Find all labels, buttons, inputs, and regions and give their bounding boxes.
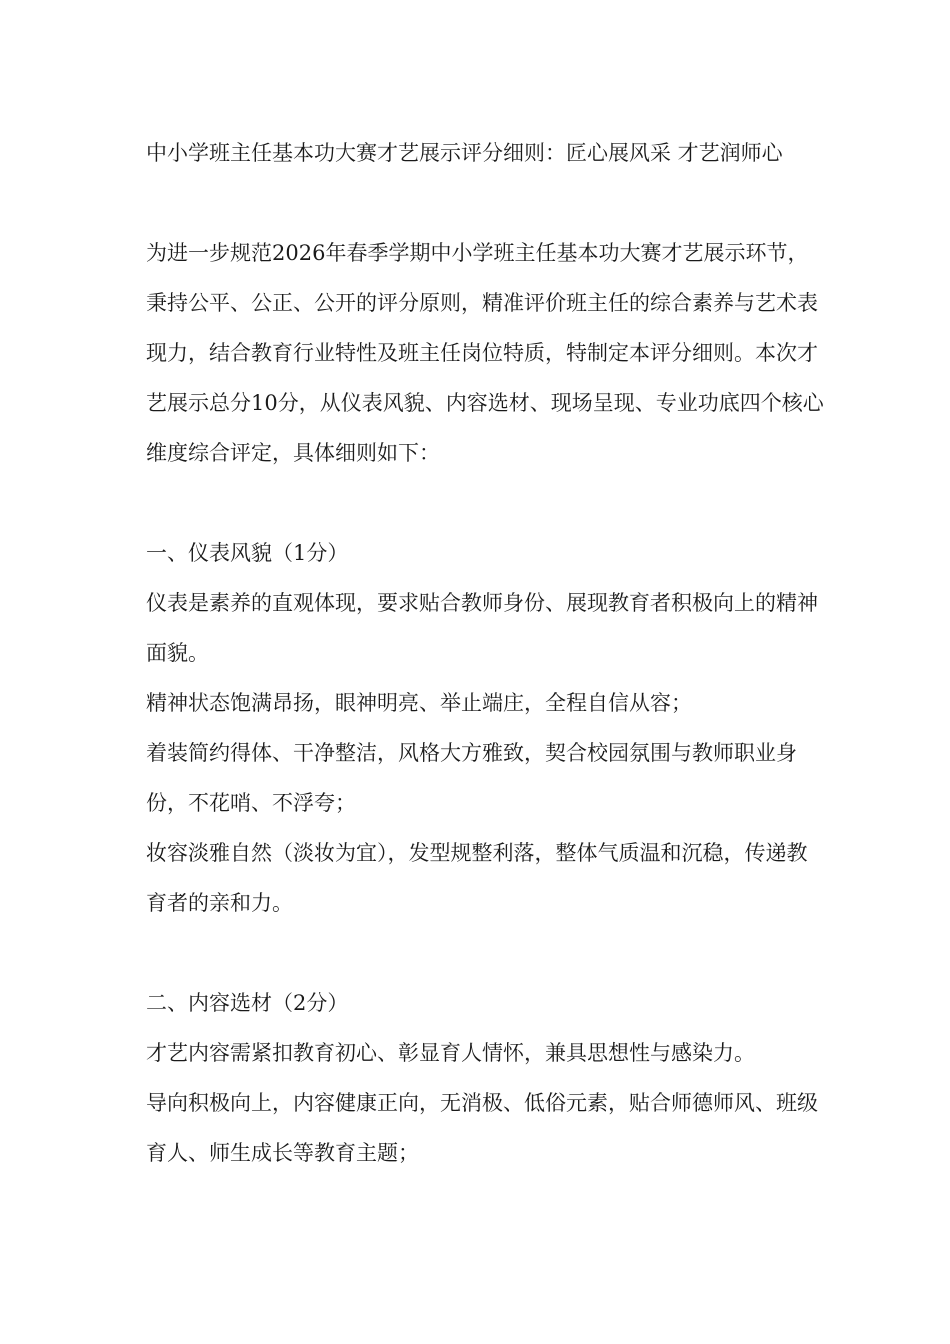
spacer: [146, 178, 826, 228]
document-body: [146, 128, 826, 1178]
section-paragraph: 精神状态饱满昂扬，眼神明亮、举止端庄，全程自信从容；: [146, 691, 692, 715]
document-title: 中小学班主任基本功大赛才艺展示评分细则：匠心展风采 才艺润师心: [146, 141, 783, 165]
spacer: [146, 478, 826, 528]
spacer: [146, 928, 826, 978]
section-heading: 二、内容选材（2分）: [146, 991, 349, 1015]
intro-paragraph: 为进一步规范2026年春季学期中小学班主任基本功大赛才艺展示环节，秉持公平、公正、公开的评分原则，精准评价班主任的综合素养与艺术表现力，结合教育行业特性及班主任岗位特质，特制定本评分细则。本次才艺展示总分10分，从仪表风貌、内容选材、现场呈现、专业功底四个核心维度综合评定，具体细则如下：: [146, 241, 824, 465]
section-paragraph: 才艺内容需紧扣教育初心、彰显育人情怀，兼具思想性与感染力。: [146, 1041, 755, 1065]
section-paragraph: 妆容淡雅自然（淡妆为宜），发型规整利落，整体气质温和沉稳，传递教育者的亲和力。: [146, 841, 808, 915]
section-paragraph: 导向积极向上，内容健康正向，无消极、低俗元素，贴合师德师风、班级育人、师生成长等教育主题；: [146, 1091, 818, 1165]
section-heading: 一、仪表风貌（1分）: [146, 541, 349, 565]
section-paragraph: 仪表是素养的直观体现，要求贴合教师身份、展现教育者积极向上的精神面貌。: [146, 591, 818, 665]
section-paragraph: 着装简约得体、干净整洁，风格大方雅致，契合校园氛围与教师职业身份，不花哨、不浮夸；: [146, 741, 797, 815]
